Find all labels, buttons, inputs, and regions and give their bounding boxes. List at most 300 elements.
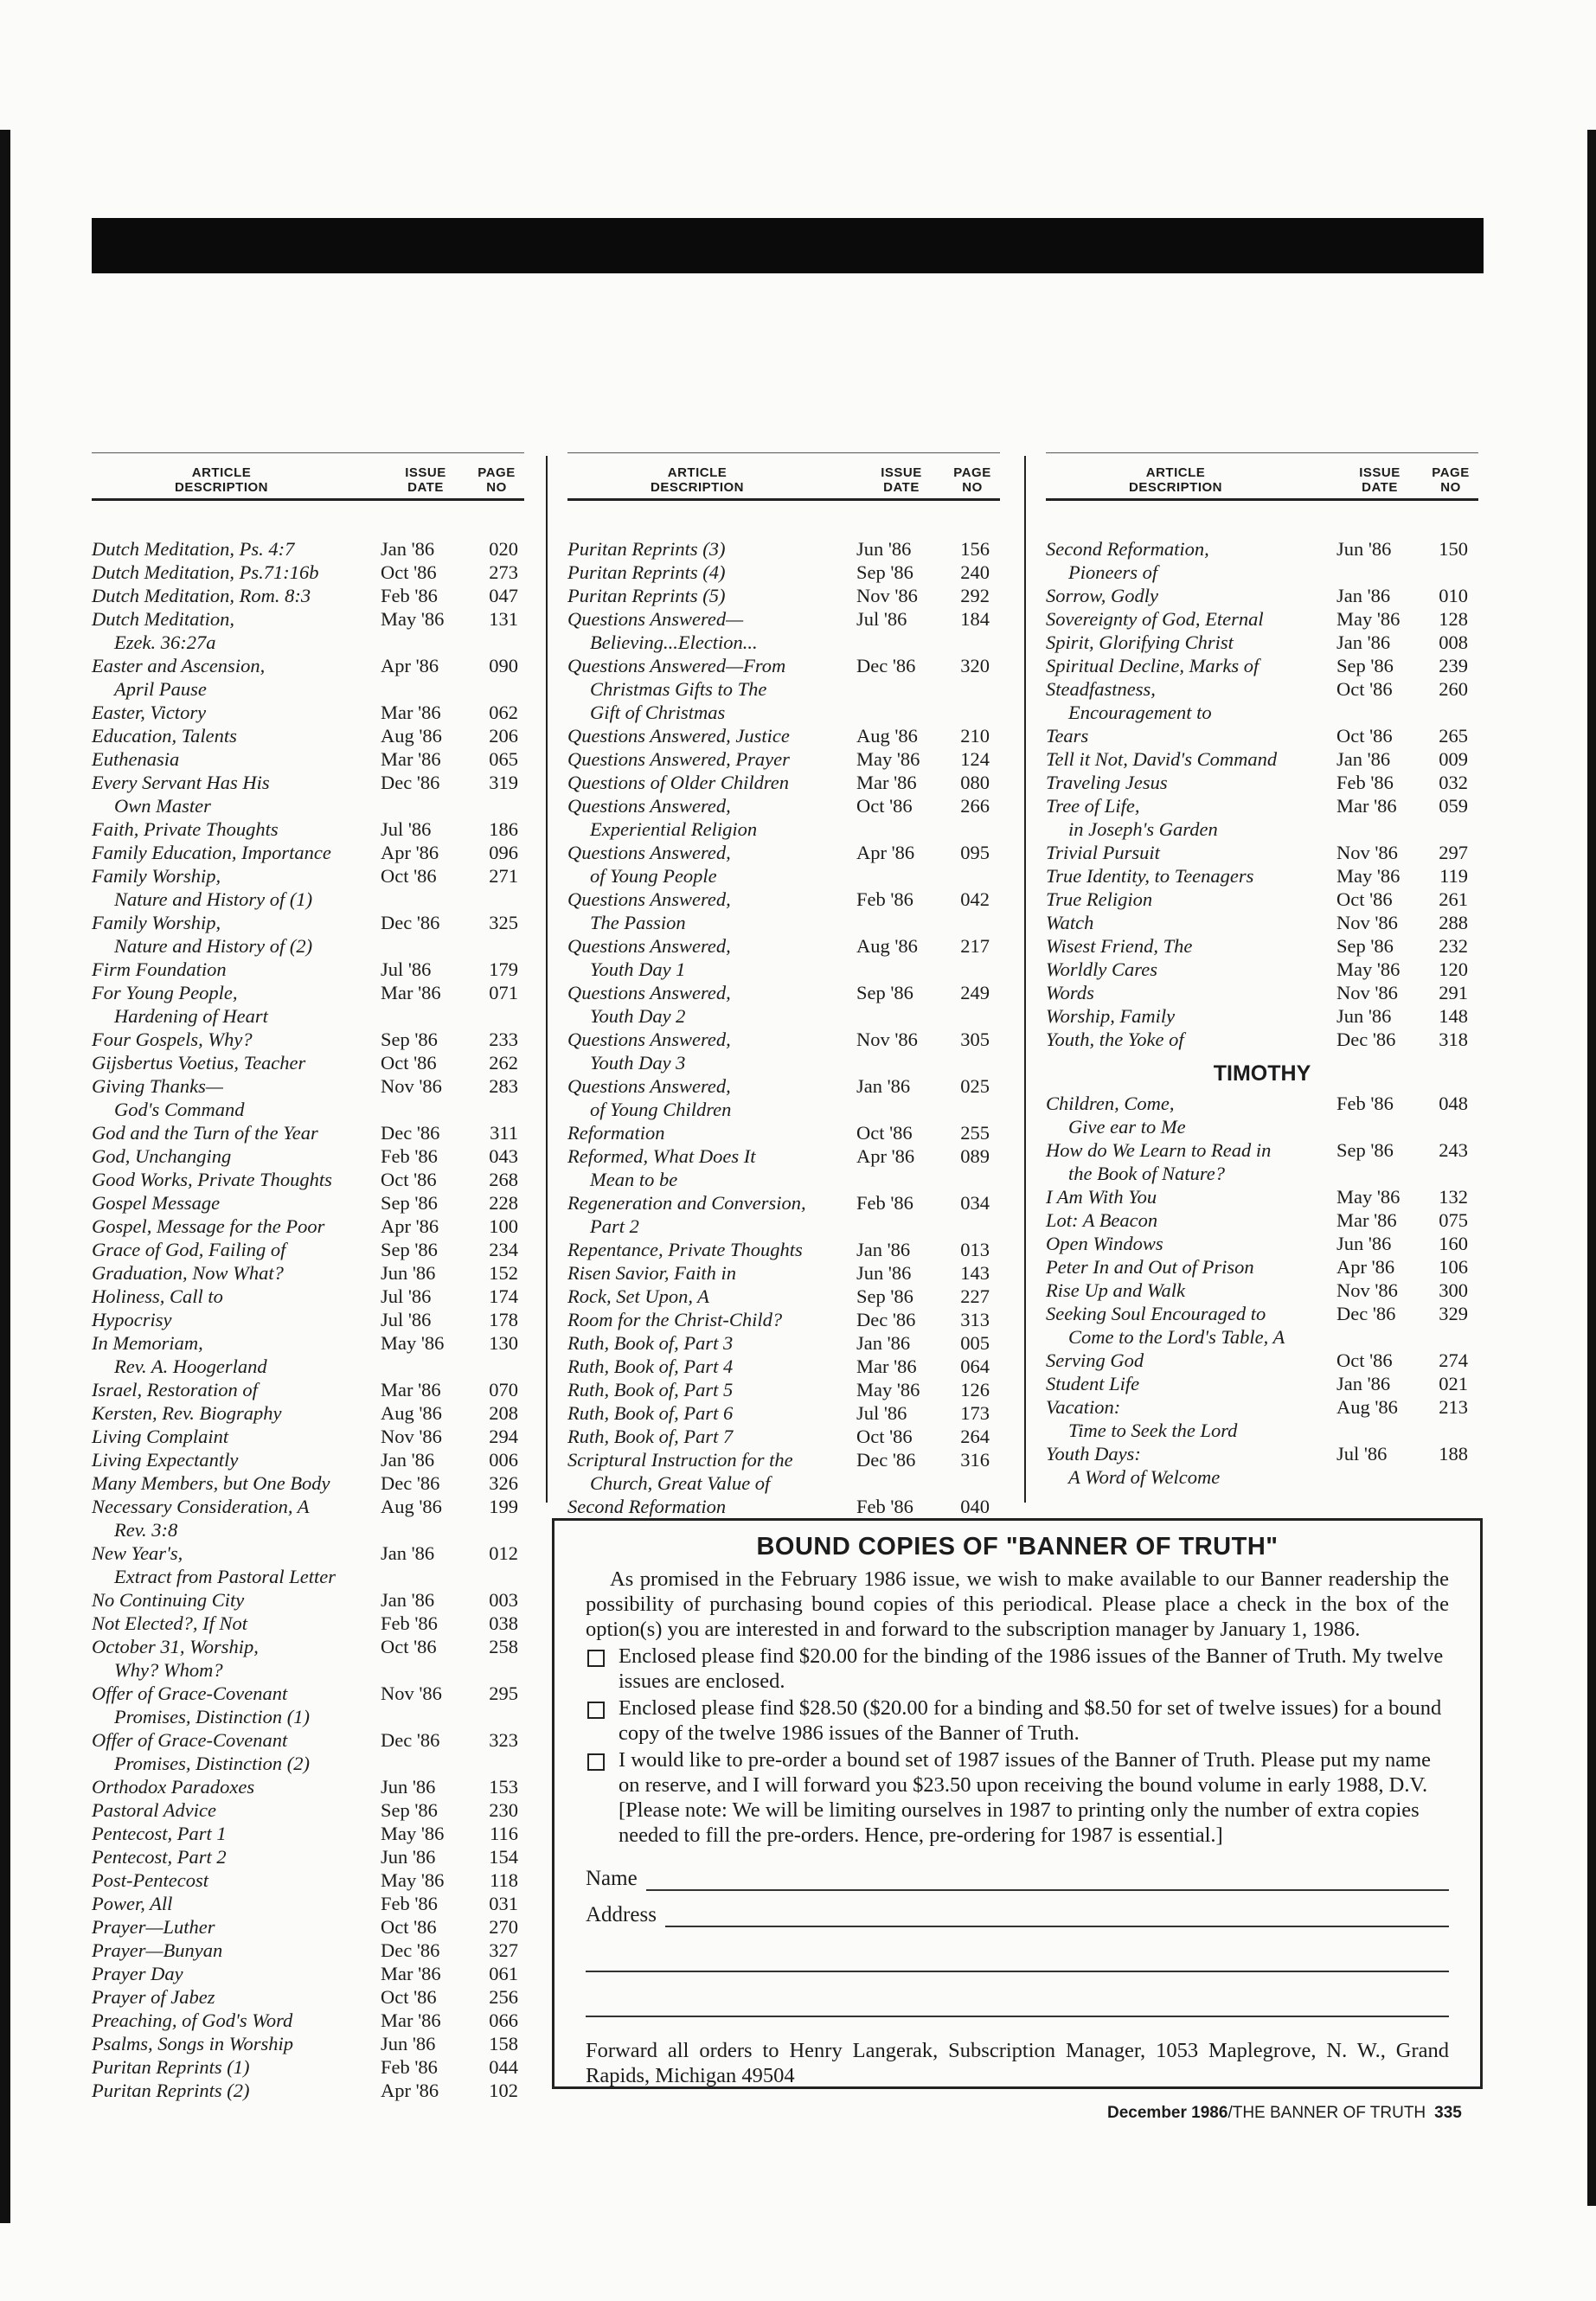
article-description	[567, 1378, 856, 1401]
page-no: 291	[1439, 982, 1468, 1003]
option-binding	[586, 1644, 1449, 1694]
index-row	[1046, 888, 1478, 911]
article-description	[1046, 1279, 1336, 1302]
description-line: I Am With You	[1046, 1186, 1157, 1208]
description-line: Serving God	[1046, 1349, 1144, 1371]
index-row	[92, 2055, 524, 2079]
page-no: 261	[1439, 888, 1468, 910]
index-row	[92, 1775, 524, 1798]
section-heading-timothy: TIMOTHY	[1213, 1061, 1311, 1086]
issue-date: Jul '86	[381, 1309, 432, 1330]
index-row	[92, 1635, 524, 1682]
description-continuation: Youth Day 3	[590, 1052, 686, 1074]
index-row	[567, 1144, 1000, 1191]
page-no: 232	[1439, 935, 1468, 957]
issue-date: Apr '86	[381, 655, 439, 676]
description-line: Traveling Jesus	[1046, 772, 1168, 793]
article-description	[1046, 1028, 1336, 1051]
article-description	[92, 1308, 381, 1331]
issue-date: Mar '86	[381, 2009, 441, 2031]
description-line: Watch	[1046, 912, 1094, 933]
description-line: Firm Foundation	[92, 958, 227, 980]
page-no: 260	[1439, 678, 1468, 700]
page-no: 021	[1439, 1373, 1468, 1394]
issue-date: Feb '86	[381, 1893, 438, 1914]
page-no: 005	[960, 1332, 990, 1354]
description-line: Power, All	[92, 1893, 173, 1914]
description-line: Questions Answered,	[567, 982, 731, 1003]
description-line: Wisest Friend, The	[1046, 935, 1193, 957]
description-line: Puritan Reprints (5)	[567, 585, 726, 606]
index-row	[92, 561, 524, 584]
article-description	[92, 1285, 381, 1308]
index-row	[92, 1331, 524, 1378]
issue-date: Jun '86	[856, 1262, 912, 1284]
description-line: Questions Answered,	[567, 1075, 731, 1097]
index-row	[1046, 1442, 1478, 1489]
description-line: Questions Answered,	[567, 888, 731, 910]
article-description	[92, 1074, 381, 1121]
article-description	[92, 1401, 381, 1425]
page-no: 311	[490, 1122, 518, 1144]
article-description	[567, 934, 856, 981]
issue-date: Aug '86	[856, 935, 918, 957]
page-no: 106	[1439, 1256, 1468, 1278]
index-row	[92, 1144, 524, 1168]
description-line: Room for the Christ-Child?	[567, 1309, 783, 1330]
description-continuation: Youth Day 1	[590, 958, 686, 980]
description-continuation: Nature and History of (1)	[114, 888, 313, 910]
description-line: Prayer—Luther	[92, 1916, 215, 1938]
issue-date: Dec '86	[856, 655, 916, 676]
description-line: Questions Answered,	[567, 795, 731, 817]
page-no: 040	[960, 1496, 990, 1517]
article-description	[1046, 911, 1336, 934]
description-line: Preaching, of God's Word	[92, 2009, 293, 2031]
article-description	[92, 701, 381, 724]
index-row	[1046, 1255, 1478, 1279]
description-line: Every Servant Has His	[92, 772, 270, 793]
description-line: Offer of Grace-Covenant	[92, 1682, 288, 1704]
issue-date: Jan '86	[381, 1542, 435, 1564]
article-description	[567, 1285, 856, 1308]
index-row	[92, 1798, 524, 1822]
issue-date: Dec '86	[381, 1939, 440, 1961]
article-description	[92, 1495, 381, 1541]
article-description	[1046, 1092, 1336, 1138]
index-row	[92, 771, 524, 817]
page-no: 128	[1439, 608, 1468, 630]
issue-date: Feb '86	[381, 1612, 438, 1634]
issue-date: Jan '86	[856, 1239, 911, 1260]
article-description	[92, 1144, 381, 1168]
description-line: Necessary Consideration, A	[92, 1496, 310, 1517]
page-no: 003	[489, 1589, 518, 1611]
description-line: For Young People,	[92, 982, 238, 1003]
article-description	[567, 1144, 856, 1191]
description-line: Questions Answered, Justice	[567, 725, 790, 747]
page-no: 270	[489, 1916, 518, 1938]
article-description	[567, 654, 856, 724]
description-line: Education, Talents	[92, 725, 237, 747]
index-row	[567, 841, 1000, 888]
issue-date: Dec '86	[381, 1729, 440, 1751]
issue-date: Sep '86	[381, 1239, 438, 1260]
description-line: Ruth, Book of, Part 3	[567, 1332, 734, 1354]
issue-date: Aug '86	[381, 725, 442, 747]
index-row	[567, 584, 1000, 607]
index-row	[1046, 934, 1478, 958]
issue-date: Mar '86	[381, 982, 441, 1003]
article-description	[92, 607, 381, 654]
page-no: 313	[960, 1309, 990, 1330]
description-line: Second Reformation,	[1046, 538, 1209, 560]
issue-date: Mar '86	[856, 1356, 917, 1377]
article-description	[92, 1261, 381, 1285]
issue-date: May '86	[856, 748, 920, 770]
description-line: Grace of God, Failing of	[92, 1239, 286, 1260]
description-line: Ruth, Book of, Part 5	[567, 1379, 734, 1400]
issue-date: Sep '86	[1336, 655, 1394, 676]
index-row	[92, 2079, 524, 2102]
issue-date: May '86	[1336, 1186, 1401, 1208]
article-description	[92, 1425, 381, 1448]
index-row	[567, 1378, 1000, 1401]
issue-date: Feb '86	[381, 2056, 438, 2078]
article-description	[567, 1331, 856, 1355]
description-line: In Memoriam,	[92, 1332, 203, 1354]
issue-date: Feb '86	[856, 888, 913, 910]
issue-date: Feb '86	[381, 1145, 438, 1167]
article-description	[567, 981, 856, 1028]
index-row	[567, 1074, 1000, 1121]
article-description	[92, 1612, 381, 1635]
description-line: Pentecost, Part 1	[92, 1823, 227, 1844]
page-no: 249	[960, 982, 990, 1003]
article-description	[567, 1074, 856, 1121]
index-row	[1046, 1349, 1478, 1372]
description-continuation: Mean to be	[590, 1169, 678, 1190]
name-line[interactable]	[646, 1868, 1449, 1891]
page-no: 025	[960, 1075, 990, 1097]
index-row	[567, 1401, 1000, 1425]
description-line: Questions Answered,	[567, 1029, 731, 1050]
description-line: Israel, Restoration of	[92, 1379, 258, 1400]
index-row	[92, 2009, 524, 2032]
index-row	[92, 1215, 524, 1238]
article-description	[92, 1191, 381, 1215]
issue-date: Sep '86	[856, 1285, 913, 1307]
description-line: Spiritual Decline, Marks of	[1046, 655, 1259, 676]
column-header	[1046, 452, 1478, 501]
issue-date: Mar '86	[381, 702, 441, 723]
header-issue: ISSUE DATE	[881, 465, 922, 495]
page-no: 048	[1439, 1093, 1468, 1114]
index-row	[92, 841, 524, 864]
description-continuation: Christmas Gifts to The	[590, 678, 767, 700]
index-row	[92, 1985, 524, 2009]
description-continuation: Part 2	[590, 1215, 639, 1237]
article-description	[1046, 958, 1336, 981]
article-description	[92, 1168, 381, 1191]
header-article: ARTICLE DESCRIPTION	[650, 465, 744, 495]
page-no: 294	[489, 1426, 518, 1447]
description-line: Euthenasia	[92, 748, 180, 770]
description-line: Questions of Older Children	[567, 772, 790, 793]
option-checkbox[interactable]	[587, 1650, 605, 1667]
description-line: Seeking Soul Encouraged to	[1046, 1303, 1266, 1324]
description-continuation: Church, Great Value of	[590, 1472, 771, 1494]
issue-date: May '86	[381, 1823, 445, 1844]
article-description	[92, 817, 381, 841]
issue-date: Sep '86	[381, 1799, 438, 1821]
description-line: Worldly Cares	[1046, 958, 1157, 980]
description-continuation: Rev. A. Hoogerland	[114, 1356, 267, 1377]
article-description	[92, 1822, 381, 1845]
description-line: No Continuing City	[92, 1589, 245, 1611]
article-description	[567, 1191, 856, 1238]
issue-date: Feb '86	[856, 1496, 913, 1517]
issue-date: May '86	[1336, 608, 1401, 630]
header-page: PAGE NO	[953, 465, 991, 495]
description-line: New Year's,	[92, 1542, 183, 1564]
index-row	[567, 1495, 1000, 1518]
page-no: 075	[1439, 1209, 1468, 1231]
issue-date: Oct '86	[1336, 1349, 1393, 1371]
article-description	[567, 1121, 856, 1144]
page-no: 131	[489, 608, 518, 630]
issue-date: Apr '86	[856, 842, 915, 863]
index-row	[1046, 1372, 1478, 1395]
page-no: 234	[489, 1239, 518, 1260]
description-line: Dutch Meditation,	[92, 608, 234, 630]
timothy-rows	[1046, 1092, 1478, 1489]
index-row	[567, 794, 1000, 841]
issue-date: Feb '86	[381, 585, 438, 606]
index-row	[1046, 1138, 1478, 1185]
article-description	[1046, 864, 1336, 888]
issue-date: Oct '86	[1336, 678, 1393, 700]
article-description	[567, 1425, 856, 1448]
description-continuation: of Young People	[590, 865, 717, 887]
page-no: 283	[489, 1075, 518, 1097]
article-description	[1046, 981, 1336, 1004]
column-divider	[1024, 456, 1026, 1503]
index-row	[567, 1191, 1000, 1238]
description-line: Pastoral Advice	[92, 1799, 216, 1821]
option-checkbox[interactable]	[587, 1753, 605, 1771]
description-line: Hypocrisy	[92, 1309, 172, 1330]
article-description	[92, 724, 381, 747]
article-description	[1046, 1138, 1336, 1185]
issue-date: Jun '86	[381, 1262, 436, 1284]
article-description	[567, 1238, 856, 1261]
issue-date: Jan '86	[1336, 1373, 1391, 1394]
index-row	[567, 654, 1000, 724]
article-description	[567, 584, 856, 607]
page-no: 264	[960, 1426, 990, 1447]
article-description	[567, 561, 856, 584]
option-checkbox[interactable]	[587, 1702, 605, 1719]
description-line: Gijsbertus Voetius, Teacher	[92, 1052, 306, 1074]
description-line: Family Education, Importance	[92, 842, 331, 863]
address-line-2[interactable]	[586, 1950, 1449, 1972]
description-continuation: Ezek. 36:27a	[114, 631, 216, 653]
description-line: Risen Savior, Faith in	[567, 1262, 736, 1284]
issue-date: Sep '86	[856, 561, 913, 583]
issue-date: Oct '86	[381, 1916, 437, 1938]
description-continuation: Promises, Distinction (1)	[114, 1706, 311, 1727]
page-no: 008	[1439, 631, 1468, 653]
issue-date: Dec '86	[1336, 1029, 1396, 1050]
index-row	[1046, 911, 1478, 934]
index-row	[92, 701, 524, 724]
footer-issue: December 1986	[1107, 2104, 1228, 2122]
page-no: 179	[489, 958, 518, 980]
description-line: Questions Answered, Prayer	[567, 748, 790, 770]
page-no: 059	[1439, 795, 1468, 817]
index-row	[92, 1425, 524, 1448]
description-line: Gospel Message	[92, 1192, 221, 1214]
description-line: Peter In and Out of Prison	[1046, 1256, 1254, 1278]
issue-date: Dec '86	[1336, 1303, 1396, 1324]
article-description	[92, 1985, 381, 2009]
page-no: 126	[960, 1379, 990, 1400]
index-row	[92, 1074, 524, 1121]
index-row	[1046, 537, 1478, 584]
article-description	[92, 864, 381, 911]
issue-date: Oct '86	[1336, 888, 1393, 910]
page-no: 047	[489, 585, 518, 606]
issue-date: Jul '86	[381, 958, 432, 980]
article-description	[92, 841, 381, 864]
description-line: October 31, Worship,	[92, 1636, 259, 1657]
page-no: 271	[489, 865, 518, 887]
page-number: 335	[1434, 2104, 1462, 2122]
index-row	[1046, 584, 1478, 607]
index-row	[92, 1378, 524, 1401]
page-no: 156	[960, 538, 990, 560]
description-line: Not Elected?, If Not	[92, 1612, 247, 1634]
page-footer	[1107, 2104, 1462, 2123]
index-row	[567, 747, 1000, 771]
description-line: Rise Up and Walk	[1046, 1279, 1186, 1301]
page-no: 116	[490, 1823, 518, 1844]
index-row	[1046, 1004, 1478, 1028]
index-row	[92, 1915, 524, 1939]
article-description	[1046, 794, 1336, 841]
index-row	[92, 1612, 524, 1635]
page-no: 210	[960, 725, 990, 747]
description-line: Pentecost, Part 2	[92, 1846, 227, 1868]
description-line: God, Unchanging	[92, 1145, 232, 1167]
description-continuation: Extract from Pastoral Letter	[114, 1566, 337, 1587]
article-description	[567, 724, 856, 747]
header-issue: ISSUE DATE	[405, 465, 446, 495]
index-row	[92, 1448, 524, 1471]
address-line[interactable]	[665, 1905, 1449, 1927]
page-no: 268	[489, 1169, 518, 1190]
article-description	[92, 1939, 381, 1962]
article-description	[92, 771, 381, 817]
issue-date: Nov '86	[1336, 982, 1398, 1003]
article-description	[92, 1471, 381, 1495]
issue-date: Nov '86	[856, 585, 918, 606]
page-no: 066	[489, 2009, 518, 2031]
article-description	[92, 1868, 381, 1892]
issue-date: Jan '86	[381, 1589, 435, 1611]
index-column-1	[92, 452, 524, 2102]
issue-date: Nov '86	[1336, 1279, 1398, 1301]
article-description	[1046, 1302, 1336, 1349]
article-description	[92, 1448, 381, 1471]
index-row	[92, 1939, 524, 1962]
issue-date: Oct '86	[381, 561, 437, 583]
index-row	[92, 911, 524, 958]
article-description	[92, 1121, 381, 1144]
index-row	[92, 1728, 524, 1775]
description-line: Offer of Grace-Covenant	[92, 1729, 288, 1751]
index-row	[1046, 1092, 1478, 1138]
index-row	[1046, 1395, 1478, 1442]
index-row	[92, 864, 524, 911]
page-no: 326	[489, 1472, 518, 1494]
index-row	[567, 1261, 1000, 1285]
article-description	[92, 1728, 381, 1775]
description-line: Youth, the Yoke of	[1046, 1029, 1184, 1050]
address-field	[586, 1903, 1449, 1927]
issue-date: Jun '86	[856, 538, 912, 560]
issue-date: Jun '86	[381, 1846, 436, 1868]
article-description	[567, 1495, 856, 1518]
article-description	[92, 2055, 381, 2079]
description-line: Faith, Private Thoughts	[92, 818, 279, 840]
address-line-3[interactable]	[586, 1995, 1449, 2017]
description-line: Worship, Family	[1046, 1005, 1176, 1027]
article-description	[92, 2079, 381, 2102]
issue-date: Mar '86	[856, 772, 917, 793]
issue-date: Feb '86	[856, 1192, 913, 1214]
index-row	[92, 1822, 524, 1845]
page-no: 102	[489, 2080, 518, 2101]
article-description	[92, 1892, 381, 1915]
issue-date: Jul '86	[856, 1402, 907, 1424]
index-row	[1046, 1028, 1478, 1051]
index-row	[1046, 864, 1478, 888]
issue-date: Jun '86	[1336, 1005, 1392, 1027]
article-description	[92, 1028, 381, 1051]
issue-date: Sep '86	[381, 1029, 438, 1050]
article-description	[567, 1401, 856, 1425]
article-description	[567, 607, 856, 654]
header-issue: ISSUE DATE	[1359, 465, 1401, 495]
description-continuation: Why? Whom?	[114, 1659, 223, 1681]
description-line: Reformed, What Does It	[567, 1145, 756, 1167]
page-no: 006	[489, 1449, 518, 1471]
description-line: Post-Pentecost	[92, 1869, 208, 1891]
issue-date: Mar '86	[381, 1379, 441, 1400]
page-no: 044	[489, 2056, 518, 2078]
index-row	[567, 537, 1000, 561]
page-no: 150	[1439, 538, 1468, 560]
page-no: 020	[489, 538, 518, 560]
page-no: 305	[960, 1029, 990, 1050]
description-line: Tears	[1046, 725, 1089, 747]
index-row	[567, 1028, 1000, 1074]
index-row	[567, 1121, 1000, 1144]
index-row	[92, 1495, 524, 1541]
index-row	[92, 1261, 524, 1285]
